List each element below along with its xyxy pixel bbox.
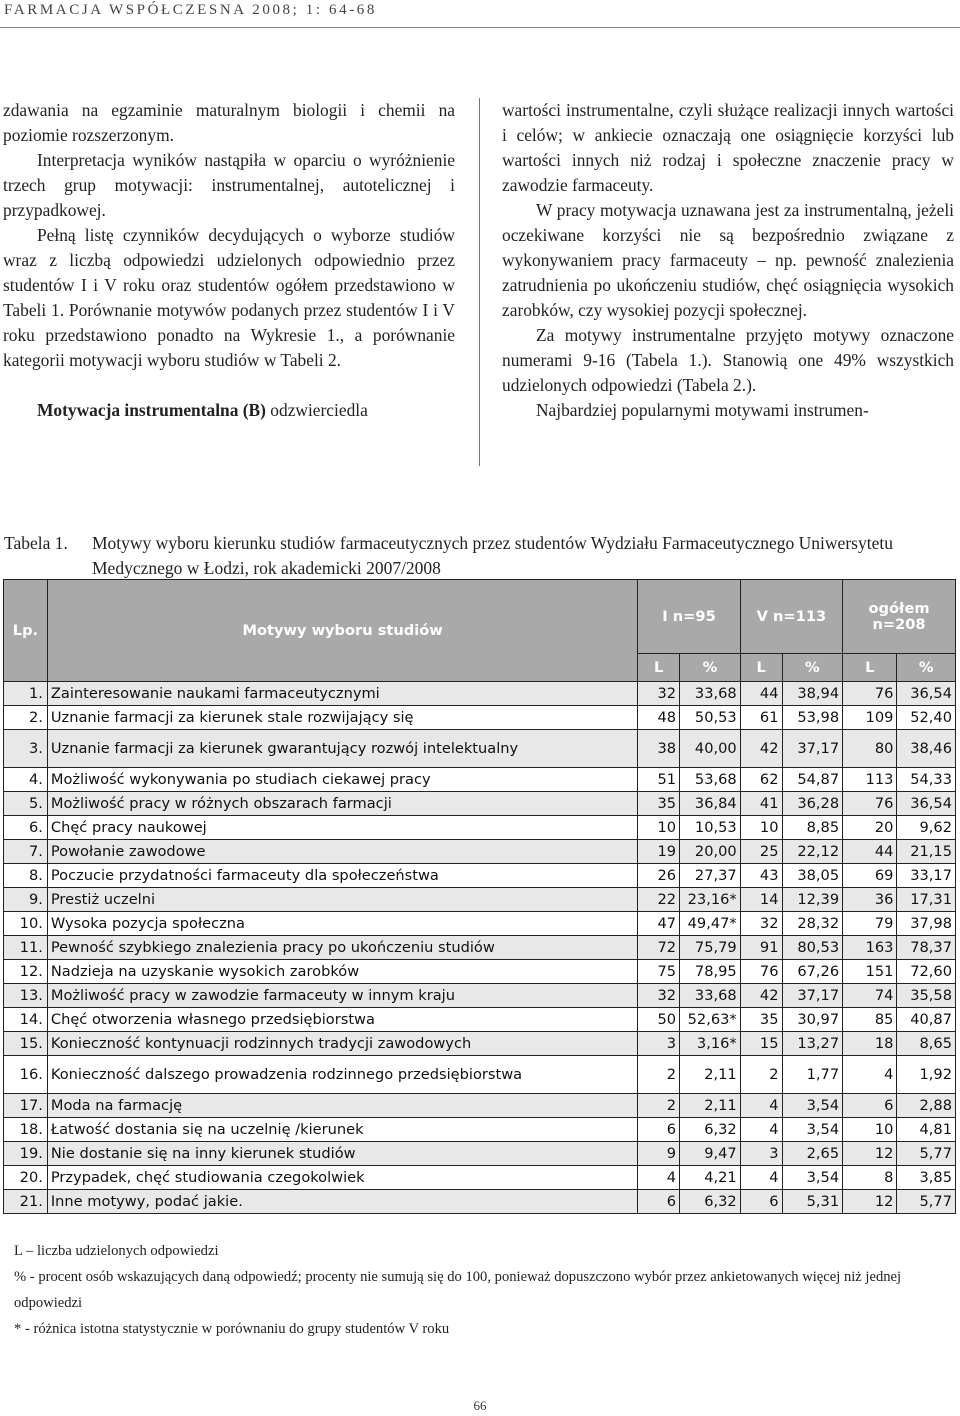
row-number: 4. [4,768,48,792]
motive-label: Moda na farmację [47,1094,637,1118]
right-paragraph-2: W pracy motywacja uznawana jest za instrumentalną, jeżeli oczekiwane korzyści nie są bezpośrednio związane z wykonywaniem pracy farmaceuty – np. pewność znalezienia zatrudnienia po ukończeniu studiów, chęć osiągnięcia wysokich zarobków, czy wysokiej pozycji społecznej. [502,200,954,320]
percent-cell: 37,98 [897,912,956,936]
percent-cell: 20,00 [680,840,741,864]
note-percent: % - procent osób wskazujących daną odpowiedź; procenty nie sumują się do 100, ponieważ dopuszczono wybór przez ankietowanych więcej niż jednej odpowiedzi [14,1269,902,1311]
table-row [4,792,956,816]
percent-cell: 78,37 [897,936,956,960]
motive-label: Chęć otworzenia własnego przedsiębiorstwa [47,1008,637,1032]
percent-cell: 2,11 [680,1056,741,1094]
percent-cell: 54,87 [782,768,843,792]
table-row [4,936,956,960]
count-cell: 19 [638,840,680,864]
count-cell: 25 [740,840,782,864]
count-cell: 74 [843,984,897,1008]
table-row [4,1118,956,1142]
count-cell: 48 [638,706,680,730]
count-cell: 3 [638,1032,680,1056]
left-paragraph-1: zdawania na egzaminie maturalnym biologii i chemii na poziomie rozszerzonym. [3,100,455,145]
motive-label: Uznanie farmacji za kierunek stale rozwijający się [47,706,637,730]
header-rule [0,27,960,28]
count-cell: 35 [638,792,680,816]
motives-table [3,579,956,1214]
count-cell: 32 [740,912,782,936]
count-cell: 10 [638,816,680,840]
row-number: 15. [4,1032,48,1056]
percent-cell: 36,54 [897,792,956,816]
header-pct: % [680,654,741,682]
motive-label: Powołanie zawodowe [47,840,637,864]
row-number: 6. [4,816,48,840]
percent-cell: 4,21 [680,1166,741,1190]
percent-cell: 37,17 [782,730,843,768]
header-pct: % [897,654,956,682]
percent-cell: 6,32 [680,1118,741,1142]
percent-cell: 30,97 [782,1008,843,1032]
table-caption-label: Tabela 1. [4,533,68,553]
row-number: 16. [4,1056,48,1094]
count-cell: 163 [843,936,897,960]
percent-cell: 28,32 [782,912,843,936]
percent-cell: 10,53 [680,816,741,840]
count-cell: 2 [638,1094,680,1118]
table-row [4,984,956,1008]
percent-cell: 3,16* [680,1032,741,1056]
count-cell: 151 [843,960,897,984]
percent-cell: 8,85 [782,816,843,840]
column-divider [479,98,480,466]
table-row [4,1056,956,1094]
table-row [4,1166,956,1190]
percent-cell: 17,31 [897,888,956,912]
percent-cell: 13,27 [782,1032,843,1056]
left-paragraph-3: Pełną listę czynników decydujących o wyborze studiów wraz z liczbą odpowiedzi udzielonych odpowiednio przez studentów I i V roku oraz studentów ogółem przedstawiono w Tabeli 1. Porównanie motywów podanych przez studentów I i V roku przedstawiono ponadto na Wykresie 1., a porównanie kategorii motywacji wyboru studiów w Tabeli 2. [3,225,455,370]
header-group-total: ogółem n=208 [843,580,956,654]
table-row [4,1190,956,1214]
header-L: L [638,654,680,682]
count-cell: 43 [740,864,782,888]
percent-cell: 38,05 [782,864,843,888]
percent-cell: 12,39 [782,888,843,912]
running-head: FARMACJA WSPÓŁCZESNA 2008; 1: 64-68 [4,2,377,18]
count-cell: 91 [740,936,782,960]
count-cell: 4 [740,1118,782,1142]
header-motive: Motywy wyboru studiów [47,580,637,682]
row-number: 9. [4,888,48,912]
table-row [4,840,956,864]
percent-cell: 3,54 [782,1118,843,1142]
header-group-V: V n=113 [740,580,842,654]
percent-cell: 40,87 [897,1008,956,1032]
motive-label: Przypadek, chęć studiowania czegokolwiek [47,1166,637,1190]
left-column [3,98,455,423]
motive-label: Konieczność kontynuacji rodzinnych tradycji zawodowych [47,1032,637,1056]
count-cell: 2 [638,1056,680,1094]
count-cell: 8 [843,1166,897,1190]
right-paragraph-3: Za motywy instrumentalne przyjęto motywy oznaczone numerami 9-16 (Tabela 1.). Stanowią one 49% wszystkich udzielonych odpowiedzi (Tabela 2.). [502,325,954,395]
table-row [4,768,956,792]
row-number: 10. [4,912,48,936]
percent-cell: 40,00 [680,730,741,768]
table-row [4,706,956,730]
percent-cell: 2,11 [680,1094,741,1118]
percent-cell: 1,77 [782,1056,843,1094]
percent-cell: 1,92 [897,1056,956,1094]
percent-cell: 5,77 [897,1190,956,1214]
percent-cell: 38,94 [782,682,843,706]
count-cell: 69 [843,864,897,888]
percent-cell: 23,16* [680,888,741,912]
count-cell: 20 [843,816,897,840]
header-L: L [843,654,897,682]
motive-label: Nie dostanie się na inny kierunek studiów [47,1142,637,1166]
motive-label: Możliwość wykonywania po studiach ciekawej pracy [47,768,637,792]
count-cell: 41 [740,792,782,816]
row-number: 19. [4,1142,48,1166]
percent-cell: 33,68 [680,984,741,1008]
percent-cell: 52,63* [680,1008,741,1032]
percent-cell: 21,15 [897,840,956,864]
percent-cell: 37,17 [782,984,843,1008]
percent-cell: 6,32 [680,1190,741,1214]
page-number: 66 [473,1398,487,1413]
percent-cell: 27,37 [680,864,741,888]
right-paragraph-4: Najbardziej popularnymi motywami instrumen- [536,400,869,420]
table-row [4,1032,956,1056]
count-cell: 113 [843,768,897,792]
percent-cell: 36,54 [897,682,956,706]
count-cell: 44 [843,840,897,864]
count-cell: 76 [843,792,897,816]
percent-cell: 35,58 [897,984,956,1008]
percent-cell: 38,46 [897,730,956,768]
row-number: 12. [4,960,48,984]
motive-label: Poczucie przydatności farmaceuty dla społeczeństwa [47,864,637,888]
header-lp: Lp. [4,580,48,682]
count-cell: 22 [638,888,680,912]
percent-cell: 78,95 [680,960,741,984]
row-number: 3. [4,730,48,768]
count-cell: 44 [740,682,782,706]
count-cell: 6 [638,1118,680,1142]
count-cell: 42 [740,730,782,768]
table-row [4,816,956,840]
note-L: L – liczba udzielonych odpowiedzi [14,1243,219,1259]
motive-label: Prestiż uczelni [47,888,637,912]
count-cell: 18 [843,1032,897,1056]
percent-cell: 9,62 [897,816,956,840]
row-number: 7. [4,840,48,864]
count-cell: 50 [638,1008,680,1032]
count-cell: 4 [740,1094,782,1118]
percent-cell: 36,28 [782,792,843,816]
percent-cell: 3,54 [782,1166,843,1190]
percent-cell: 33,68 [680,682,741,706]
count-cell: 14 [740,888,782,912]
percent-cell: 75,79 [680,936,741,960]
percent-cell: 2,88 [897,1094,956,1118]
percent-cell: 53,68 [680,768,741,792]
count-cell: 76 [740,960,782,984]
count-cell: 80 [843,730,897,768]
percent-cell: 33,17 [897,864,956,888]
table-row [4,1142,956,1166]
count-cell: 12 [843,1142,897,1166]
row-number: 8. [4,864,48,888]
count-cell: 51 [638,768,680,792]
table-row [4,1008,956,1032]
row-number: 18. [4,1118,48,1142]
percent-cell: 8,65 [897,1032,956,1056]
percent-cell: 49,47* [680,912,741,936]
count-cell: 2 [740,1056,782,1094]
motive-label: Możliwość pracy w zawodzie farmaceuty w innym kraju [47,984,637,1008]
table-caption-text: Motywy wyboru kierunku studiów farmaceutycznych przez studentów Wydziału Farmaceutycznego Uniwersytetu Medycznego w Łodzi, rok akademicki 2007/2008 [92,533,893,578]
count-cell: 36 [843,888,897,912]
right-paragraph-1: wartości instrumentalne, czyli służące realizacji innych wartości i celów; w ankiecie oznaczają one osiągnięcie korzyści lub wartości innych niż rodzaj i społeczne znaczenie pracy w zawodzie farmaceuty. [502,100,954,195]
motive-label: Inne motywy, podać jakie. [47,1190,637,1214]
percent-cell: 4,81 [897,1118,956,1142]
header-group-I: I n=95 [638,580,740,654]
count-cell: 62 [740,768,782,792]
count-cell: 10 [740,816,782,840]
row-number: 5. [4,792,48,816]
table-row [4,1094,956,1118]
motive-label: Chęć pracy naukowej [47,816,637,840]
left-paragraph-2: Interpretacja wyników nastąpiła w oparciu o wyróżnienie trzech grup motywacji: instrumentalnej, autotelicznej i przypadkowej. [3,150,455,220]
percent-cell: 2,65 [782,1142,843,1166]
left-paragraph-4 [3,398,455,423]
header-L: L [740,654,782,682]
row-number: 13. [4,984,48,1008]
row-number: 17. [4,1094,48,1118]
motive-label: Wysoka pozycja społeczna [47,912,637,936]
count-cell: 47 [638,912,680,936]
motive-label: Uznanie farmacji za kierunek gwarantujący rozwój intelektualny [47,730,637,768]
count-cell: 42 [740,984,782,1008]
count-cell: 4 [740,1166,782,1190]
count-cell: 61 [740,706,782,730]
motive-label: Zainteresowanie naukami farmaceutycznymi [47,682,637,706]
percent-cell: 53,98 [782,706,843,730]
table-row [4,912,956,936]
table-row [4,730,956,768]
count-cell: 9 [638,1142,680,1166]
count-cell: 6 [843,1094,897,1118]
count-cell: 109 [843,706,897,730]
percent-cell: 80,53 [782,936,843,960]
table-caption [4,531,954,578]
table-body [4,682,956,1214]
motivation-b-heading: Motywacja instrumentalna (B) [37,400,266,420]
count-cell: 4 [638,1166,680,1190]
percent-cell: 5,31 [782,1190,843,1214]
right-column [502,98,954,423]
count-cell: 38 [638,730,680,768]
count-cell: 85 [843,1008,897,1032]
header-pct: % [782,654,843,682]
percent-cell: 3,54 [782,1094,843,1118]
motive-label: Konieczność dalszego prowadzenia rodzinnego przedsiębiorstwa [47,1056,637,1094]
count-cell: 15 [740,1032,782,1056]
count-cell: 3 [740,1142,782,1166]
percent-cell: 50,53 [680,706,741,730]
motive-label: Pewność szybkiego znalezienia pracy po ukończeniu studiów [47,936,637,960]
count-cell: 4 [843,1056,897,1094]
percent-cell: 52,40 [897,706,956,730]
percent-cell: 36,84 [680,792,741,816]
percent-cell: 67,26 [782,960,843,984]
count-cell: 79 [843,912,897,936]
table-row [4,682,956,706]
row-number: 11. [4,936,48,960]
count-cell: 32 [638,984,680,1008]
count-cell: 75 [638,960,680,984]
table-row [4,864,956,888]
row-number: 21. [4,1190,48,1214]
row-number: 14. [4,1008,48,1032]
left-paragraph-4-rest: odzwierciedla [265,400,368,420]
row-number: 1. [4,682,48,706]
count-cell: 12 [843,1190,897,1214]
table-row [4,888,956,912]
count-cell: 6 [638,1190,680,1214]
count-cell: 10 [843,1118,897,1142]
count-cell: 72 [638,936,680,960]
motive-label: Nadzieja na uzyskanie wysokich zarobków [47,960,637,984]
note-asterisk: * - różnica istotna statystycznie w porównaniu do grupy studentów V roku [14,1321,450,1337]
count-cell: 32 [638,682,680,706]
percent-cell: 72,60 [897,960,956,984]
table-row [4,960,956,984]
percent-cell: 9,47 [680,1142,741,1166]
percent-cell: 22,12 [782,840,843,864]
percent-cell: 54,33 [897,768,956,792]
percent-cell: 5,77 [897,1142,956,1166]
count-cell: 26 [638,864,680,888]
motive-label: Możliwość pracy w różnych obszarach farmacji [47,792,637,816]
percent-cell: 3,85 [897,1166,956,1190]
motive-label: Łatwość dostania się na uczelnię /kierunek [47,1118,637,1142]
count-cell: 35 [740,1008,782,1032]
count-cell: 6 [740,1190,782,1214]
table-notes [14,1238,954,1342]
row-number: 20. [4,1166,48,1190]
count-cell: 76 [843,682,897,706]
row-number: 2. [4,706,48,730]
